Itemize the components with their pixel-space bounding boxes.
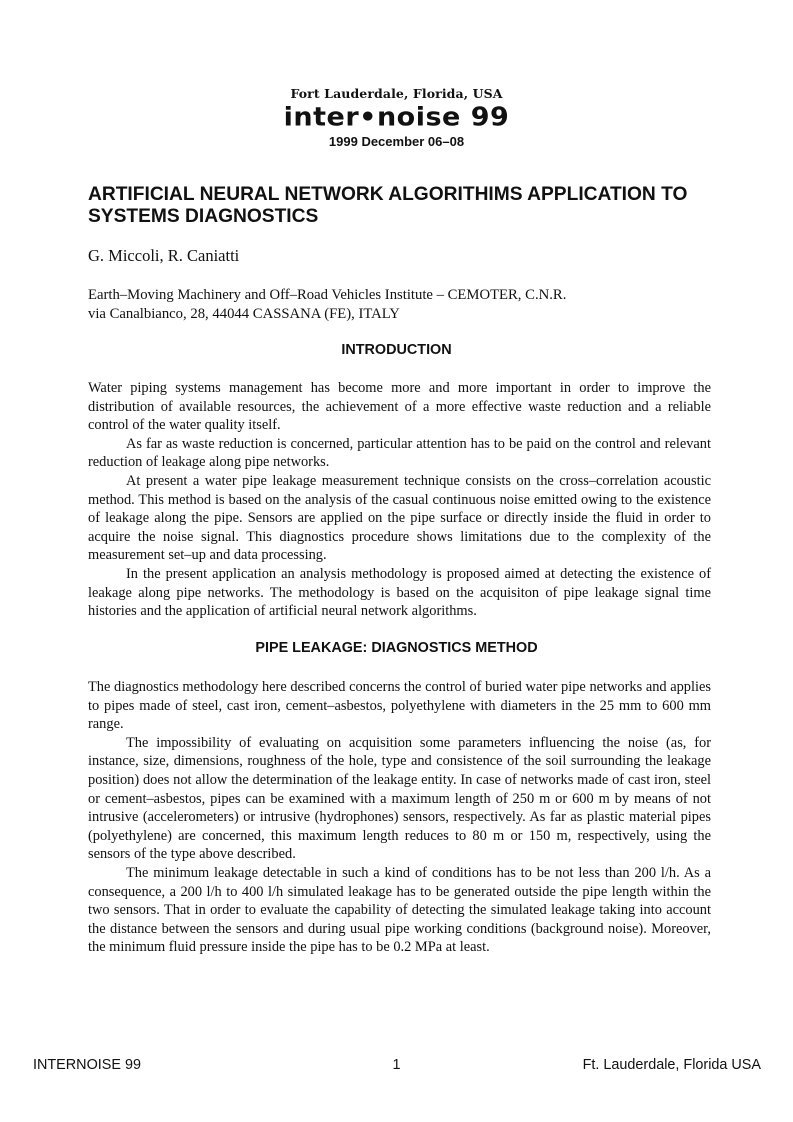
paper-title: ARTIFICIAL NEURAL NETWORK ALGORITHIMS APPLICATION TO SYSTEMS DIAGNOSTICS	[88, 184, 688, 227]
conference-location: Fort Lauderdale, Florida, USA	[290, 86, 503, 101]
paragraph: Water piping systems management has become more and more important in order to improve the distribution of available resources, the achievement of a more effective waste reduction and a reliable control of the water quality itself.	[88, 380, 711, 434]
paragraph: In the present application an analysis methodology is proposed aimed at detecting the existence of leakage along pipe networks. The methodology is based on the acquisiton of pipe leakage signal time histories and the application of artificial neural network algorithms.	[88, 565, 711, 620]
paragraph: As far as waste reduction is concerned, particular attention has to be paid on the control and relevant reduction of leakage along pipe networks.	[88, 435, 711, 471]
paper-authors: G. Miccoli, R. Caniatti	[88, 246, 240, 265]
conference-header	[0, 86, 793, 149]
conference-logo: inter•noise 99	[283, 102, 510, 133]
paper-affiliation	[88, 286, 728, 323]
affiliation-line: via Canalbianco, 28, 44044 CASSANA (FE), ITALY	[88, 305, 400, 322]
section-body-introduction	[88, 379, 711, 621]
conference-dates: 1999 December 06–08	[328, 134, 465, 149]
paragraph: The diagnostics methodology here described concerns the control of buried water pipe networks and applies to pipes made of steel, cast iron, cement–asbestos, polyethylene with diameters in the 25 mm to 600 mm range.	[88, 679, 711, 733]
section-body-pipe-leakage	[88, 678, 711, 957]
section-heading-introduction: INTRODUCTION	[341, 342, 452, 358]
footer-page-number: 1	[392, 1057, 401, 1073]
footer-location: Ft. Lauderdale, Florida USA	[582, 1057, 761, 1073]
paragraph: The minimum leakage detectable in such a kind of conditions has to be not less than 200 l/h. As a consequence, a 200 l/h to 400 l/h simulated leakage has to be generated outside the pipe length within the two sensors. That in order to evaluate the capability of detecting the simulated leakage taking into account the distance between the sensors and during usual pipe working conditions (background noise). Moreover, the minimum fluid pressure inside the pipe has to be 0.2 MPa at least.	[88, 864, 711, 956]
paragraph: The impossibility of evaluating on acquisition some parameters influencing the noise (as, for instance, size, dimensions, roughness of the hole, type and consistence of the soil surrounding the leakage position) does not allow the determination of the leakage entity. In case of networks made of cast iron, steel or cement–asbestos, pipes can be examined with a maximum length of 250 m or 600 m by means of not intrusive (accelerometers) or intrusive (hydrophones) sensors, respectively. As far as plastic material pipes (polyethylene) are concerned, this maximum length reduces to 80 m or 150 m, respectively, using the sensors of the type above described.	[88, 734, 711, 863]
section-heading-pipe-leakage: PIPE LEAKAGE: DIAGNOSTICS METHOD	[255, 640, 538, 656]
affiliation-line: Earth–Moving Machinery and Off–Road Vehicles Institute – CEMOTER, C.N.R.	[88, 287, 567, 303]
footer-conference: INTERNOISE 99	[33, 1057, 141, 1073]
paragraph: At present a water pipe leakage measurement technique consists on the cross–correlation acoustic method. This method is based on the analysis of the casual continuous noise emitted owing to the existence of leakage along the pipe. Sensors are applied on the pipe surface or directly inside the fluid in order to acquire the noise signal. This diagnostics procedure shows limitations due to the complexity of the measurement set–up and data processing.	[88, 472, 711, 564]
